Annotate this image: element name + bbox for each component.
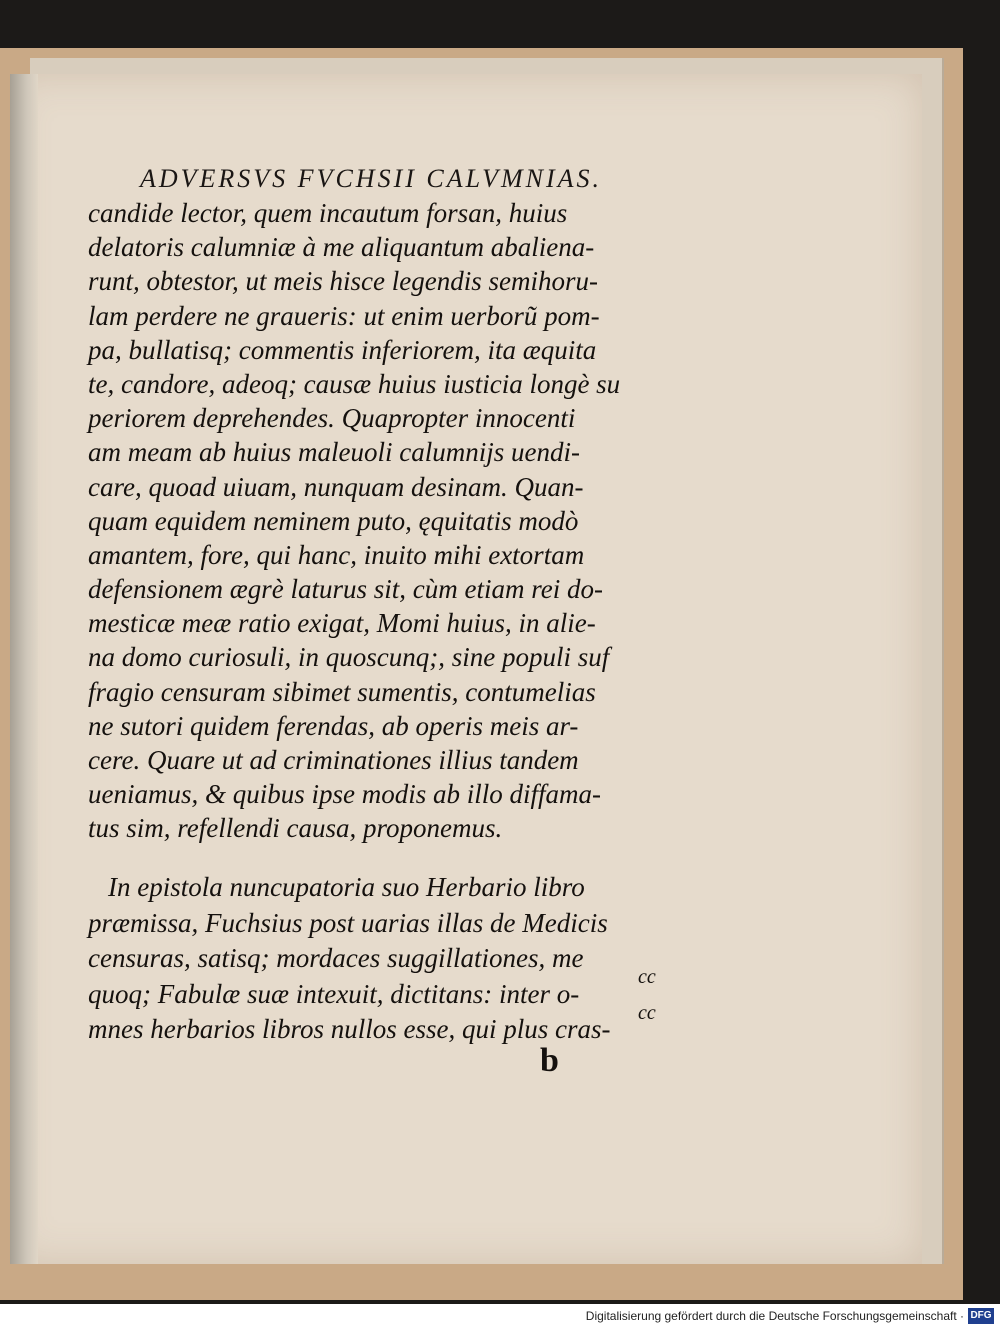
text-line: lam perdere ne graueris: ut enim uerborũ pom- bbox=[88, 300, 600, 331]
text-line: amantem, fore, qui hanc, inuito mihi extortam bbox=[88, 539, 585, 570]
text-line: defensionem ægrè laturus sit, cùm etiam rei do- bbox=[88, 574, 603, 605]
text-line: na domo curiosuli, in quoscunq;, sine populi suf bbox=[88, 642, 610, 673]
signature-mark: b bbox=[540, 1042, 559, 1079]
paragraph-2 bbox=[88, 870, 668, 1048]
quote-mark: cc bbox=[638, 966, 656, 988]
book-page bbox=[10, 74, 922, 1264]
text-line: ueniamus, & quibus ipse modis ab illo diffama- bbox=[88, 779, 601, 810]
text-line: delatoris calumniæ à me aliquantum abaliena- bbox=[88, 232, 595, 263]
text-line: mnes herbarios libros nullos esse, qui plus cras- bbox=[88, 1014, 611, 1044]
text-line: care, quoad uiuam, nunquam desinam. Quan- bbox=[88, 471, 584, 502]
text-line: quam equidem neminem puto, ęquitatis modò bbox=[88, 505, 579, 536]
footer-credit: Digitalisierung gefördert durch die Deutsche Forschungsgemeinschaft · bbox=[585, 1309, 964, 1323]
footer-bar bbox=[0, 1304, 1000, 1330]
text-line: cere. Quare ut ad criminationes illius tandem bbox=[88, 745, 579, 775]
text-line: præmissa, Fuchsius post uarias illas de Medicis bbox=[88, 907, 608, 938]
paragraph-1 bbox=[88, 196, 668, 846]
text-line: quoq; Fabulæ suæ intexuit, dictitans: inter o- bbox=[88, 978, 580, 1009]
text-line: In epistola nuncupatoria suo Herbario libro bbox=[108, 872, 585, 902]
text-line: ne sutori quidem ferendas, ab operis meis ar- bbox=[88, 710, 579, 741]
text-line: periorem deprehendes. Quapropter innocenti bbox=[88, 403, 576, 434]
text-line: am meam ab huius maleuoli calumnijs uendi- bbox=[88, 437, 580, 468]
text-line: te, candore, adeoq; causæ huius iusticia longè su bbox=[88, 368, 621, 399]
text-line: candide lector, quem incautum forsan, huius bbox=[88, 198, 568, 228]
dfg-logo-icon: DFG bbox=[968, 1308, 994, 1324]
text-line: tus sim, refellendi causa, proponemus. bbox=[88, 813, 503, 844]
text-line: pa, bullatisq; commentis inferiorem, ita æquita bbox=[88, 334, 597, 365]
text-line: fragio censuram sibimet sumentis, contumelias bbox=[88, 676, 596, 707]
page-gutter bbox=[10, 74, 38, 1264]
text-line: runt, obtestor, ut meis hisce legendis semihoru- bbox=[88, 266, 598, 297]
text-line: mesticæ meæ ratio exigat, Momi huius, in alie- bbox=[88, 608, 596, 639]
running-head: ADVERSVS FVCHSII CALVMNIAS. bbox=[140, 164, 603, 193]
quote-mark: cc bbox=[638, 1002, 656, 1024]
text-line: censuras, satisq; mordaces suggillationes, me bbox=[88, 943, 584, 973]
